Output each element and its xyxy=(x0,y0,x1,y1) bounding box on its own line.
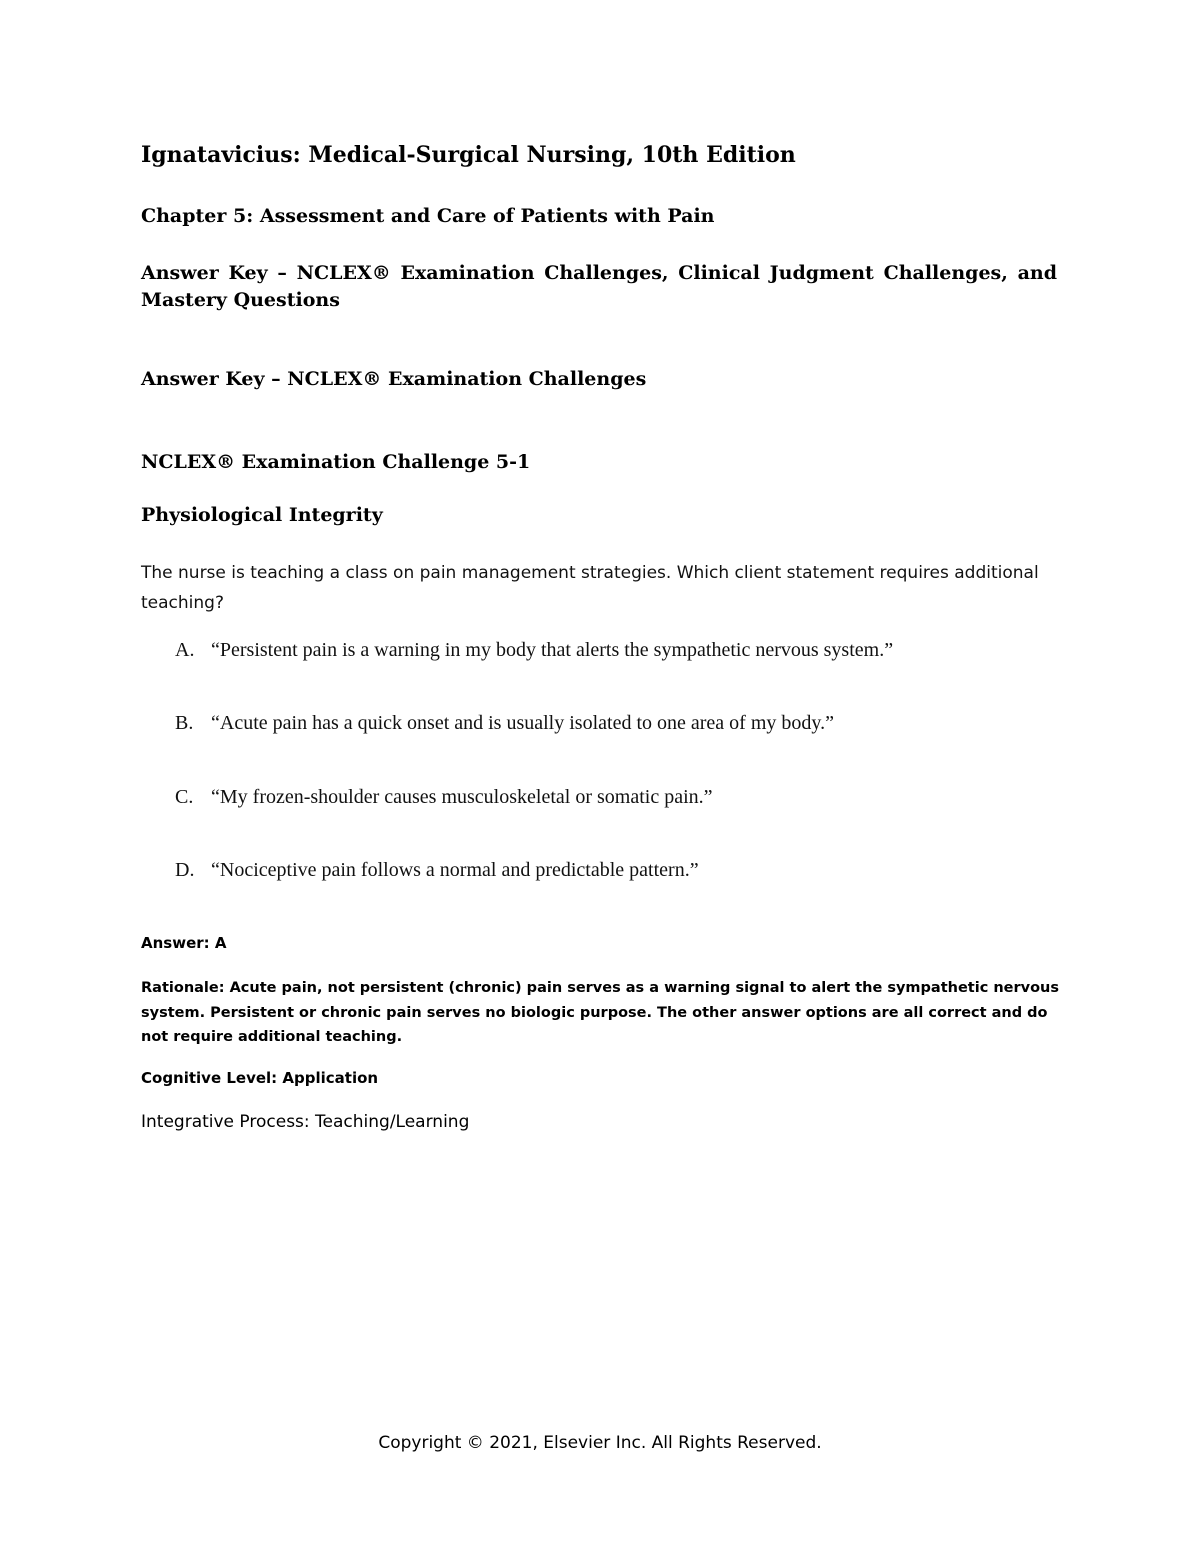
rationale: Rationale: Acute pain, not persistent (chronic) pain serves as a warning signal to alert the sympathetic nervous system. Persistent or chronic pain serves no biologic purpose. The other answer options are all correct and do not require additional teaching. xyxy=(141,980,1060,1045)
book-title: Ignatavicius: Medical-Surgical Nursing, 10th Edition xyxy=(141,142,796,168)
answer-option-c xyxy=(175,786,713,809)
answer-option-b xyxy=(175,712,834,735)
option-text: “Persistent pain is a warning in my body that alerts the sympathetic nervous system.” xyxy=(211,639,894,661)
cognitive-level: Cognitive Level: Application xyxy=(141,1069,379,1087)
chapter-heading: Chapter 5: Assessment and Care of Patients with Pain xyxy=(141,205,715,227)
option-text: “Nociceptive pain follows a normal and predictable pattern.” xyxy=(211,859,699,881)
answer-option-d xyxy=(175,859,699,882)
challenge-title: NCLEX® Examination Challenge 5-1 xyxy=(141,451,531,473)
option-letter: D. xyxy=(175,859,195,881)
challenge-category: Physiological Integrity xyxy=(141,504,383,526)
option-text: “Acute pain has a quick onset and is usually isolated to one area of my body.” xyxy=(211,712,834,734)
option-letter: C. xyxy=(175,786,194,808)
question-stem: The nurse is teaching a class on pain management strategies. Which client statement requires additional teaching? xyxy=(141,563,1039,613)
integrative-process: Integrative Process: Teaching/Learning xyxy=(141,1112,470,1132)
option-letter: A. xyxy=(175,639,195,661)
answer-key-section-heading: Answer Key – NCLEX® Examination Challenges xyxy=(141,368,647,390)
option-letter: B. xyxy=(175,712,194,734)
option-text: “My frozen-shoulder causes musculoskeletal or somatic pain.” xyxy=(211,786,713,808)
copyright-footer: Copyright © 2021, Elsevier Inc. All Rights Reserved. xyxy=(378,1433,822,1453)
correct-answer: Answer: A xyxy=(141,934,227,952)
answer-key-heading: Answer Key – NCLEX® Examination Challenges, Clinical Judgment Challenges, and Mastery Questions xyxy=(141,262,1057,311)
answer-option-a xyxy=(175,639,893,662)
